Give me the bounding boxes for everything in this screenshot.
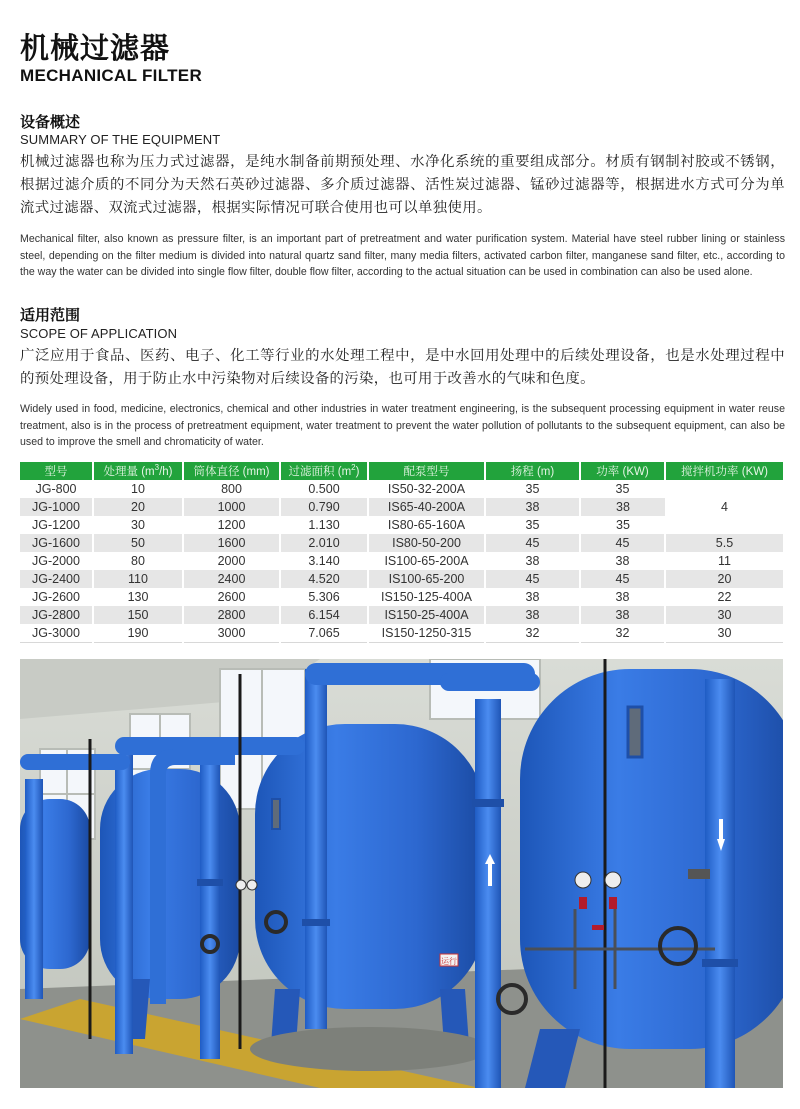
cell-diameter: 2800: [183, 606, 280, 624]
table-row: [20, 570, 783, 588]
cell-diameter: 2600: [183, 588, 280, 606]
cell-diameter: 2400: [183, 570, 280, 588]
col-header-power: 功率 (KW): [580, 462, 665, 480]
col-header-pump: 配泵型号: [368, 462, 485, 480]
cell-mixer-merged: 4: [721, 500, 728, 514]
cell-diameter: 1600: [183, 534, 280, 552]
summary-body-en: Mechanical filter, also known as pressure filter, is an important part of pretreatment and water purification system. Material have steel rubber lining or stainless steel, depending on the filter medium is divided into natural quartz sand filter, many media filters, activated carbon filter, manganese sand filter, etc., according to the way the water can be divided into single flow filter, double flow filter, according to the actual situation can be used in combination can also be used alone.: [20, 233, 785, 278]
cell-power: 32: [580, 624, 665, 642]
cell-head: 45: [485, 534, 580, 552]
cell-head: 38: [485, 588, 580, 606]
cell-power: 35: [616, 518, 630, 532]
summary-heading-en: SUMMARY OF THE EQUIPMENT: [20, 132, 221, 147]
cell-diameter: 1000: [183, 498, 280, 516]
col-header-mixer: 搅拌机功率 (KW): [665, 462, 783, 480]
cell-area: 6.154: [280, 606, 368, 624]
spec-table: [20, 462, 783, 643]
cell-power: 45: [580, 534, 665, 552]
cell-mixer: 30: [665, 606, 783, 624]
cell-pump: IS150-125-400A: [368, 588, 485, 606]
cell-pump: IS150-1250-315: [368, 624, 485, 642]
cell-power: 38: [580, 552, 665, 570]
cell-head: 45: [485, 570, 580, 588]
cell-flow: 150: [93, 606, 183, 624]
cell-head: 38: [485, 606, 580, 624]
cell-area: 5.306: [280, 588, 368, 606]
cell-model: JG-2400: [20, 570, 93, 588]
cell-pump: IS65-40-200A: [368, 498, 485, 516]
cell-power: 38: [580, 606, 665, 624]
cell-mixer: 22: [717, 590, 732, 604]
cell-model: JG-3000: [20, 624, 93, 642]
cell-mixer: 11: [718, 554, 731, 568]
cell-model: JG-2800: [20, 606, 93, 624]
cell-pump: IS100-65-200: [368, 570, 485, 588]
summary-heading-cn: 设备概述: [20, 113, 81, 131]
cell-head: 35: [485, 516, 580, 534]
cell-head: 38: [485, 498, 580, 516]
table-header-row: [20, 462, 783, 480]
summary-body-cn: 机械过滤器也称为压力式过滤器，是纯水制备前期预处理、水净化系统的重要组成部分。材质有钢制衬胶或不锈钢，根据过滤介质的不同分为天然石英砂过滤器、多介质过滤器、活性炭过滤器、锰砂过滤器等，根据进水方式可分为单流式过滤器、双流式过滤器，根据实际情况可联合使用也可以单独使用。: [20, 154, 785, 216]
cell-power: 45: [580, 570, 665, 588]
cell-flow: 190: [93, 624, 183, 642]
cell-diameter: 3000: [183, 624, 280, 642]
table-row: [20, 480, 783, 498]
scope-body-en: Widely used in food, medicine, electronics, chemical and other industries in water treatment engineering, is the subsequent processing equipment in water reuse treatment, also is in the process of pretreatment equipment, water treatment to prevent the water pollution of pollutants to the subsequent equipment, can also be used to improve the smell and chromaticity of water.: [20, 403, 785, 448]
cell-pump: IS100-65-200A: [368, 552, 485, 570]
table-row: [20, 534, 783, 552]
cell-power: 35: [580, 480, 665, 498]
table-row: [20, 552, 783, 570]
col-header-area: 过滤面积 $(m^2)$: [280, 462, 368, 480]
cell-area: 0.500: [280, 480, 368, 498]
cell-power: 38: [580, 498, 665, 516]
cell-flow: 130: [93, 588, 183, 606]
page-title-en: MECHANICAL FILTER: [20, 66, 203, 85]
cell-mixer: 5.5: [665, 534, 783, 552]
cell-area: 0.790: [280, 498, 368, 516]
col-header-model: 型号: [20, 462, 93, 480]
cell-mixer: 30: [717, 625, 732, 640]
cell-model: JG-800: [20, 480, 93, 498]
cell-power: 38: [580, 588, 665, 606]
cell-model: JG-1200: [20, 516, 93, 534]
cell-area: 3.140: [280, 552, 368, 570]
cell-area: 7.065: [280, 624, 368, 642]
page-title-cn: 机械过滤器: [20, 31, 171, 65]
cell-area: 1.130: [280, 516, 368, 534]
cell-model: JG-1600: [20, 534, 93, 552]
run-sign: 运行: [441, 957, 457, 966]
table-row: [20, 606, 783, 624]
cell-pump: IS80-65-160A: [368, 516, 485, 534]
table-row: [20, 588, 783, 606]
scope-heading-en: SCOPE OF APPLICATION: [20, 326, 178, 341]
cell-area: 2.010: [280, 534, 368, 552]
cell-diameter: 800: [183, 480, 280, 498]
table-row: [20, 624, 783, 642]
filter-tanks-illustration: [20, 659, 783, 1088]
product-photo: [20, 659, 783, 1088]
cell-flow: 20: [93, 498, 183, 516]
cell-pump: IS80-50-200: [368, 534, 485, 552]
cell-head: 38: [485, 552, 580, 570]
cell-diameter: 1200: [183, 516, 280, 534]
cell-flow: 50: [93, 534, 183, 552]
col-header-diameter: 筒体直径 (mm): [183, 462, 280, 480]
cell-head: 35: [485, 480, 580, 498]
cell-pump: IS50-32-200A: [368, 480, 485, 498]
cell-mixer: 20: [665, 570, 783, 588]
cell-model: JG-2600: [20, 588, 93, 606]
cell-model: JG-2000: [20, 552, 93, 570]
cell-flow: 110: [93, 570, 183, 588]
cell-head: 32: [485, 624, 580, 642]
cell-model: JG-1000: [20, 498, 93, 516]
scope-body-cn: 广泛应用于食品、医药、电子、化工等行业的水处理工程中，是中水回用处理中的后续处理设备，也是水处理过程中的预处理设备，用于防止水中污染物对后续设备的污染，也可用于改善水的气味和色度。: [20, 348, 785, 387]
col-header-flow: 处理量 $(m^3/h)$: [93, 462, 183, 480]
col-header-head: 扬程 (m): [485, 462, 580, 480]
cell-flow: 30: [93, 516, 183, 534]
cell-diameter: 2000: [183, 552, 280, 570]
cell-flow: 80: [93, 552, 183, 570]
scope-heading-cn: 适用范围: [20, 306, 81, 324]
cell-pump: IS150-25-400A: [368, 606, 485, 624]
cell-flow: 10: [93, 480, 183, 498]
cell-area: 4.520: [280, 570, 368, 588]
